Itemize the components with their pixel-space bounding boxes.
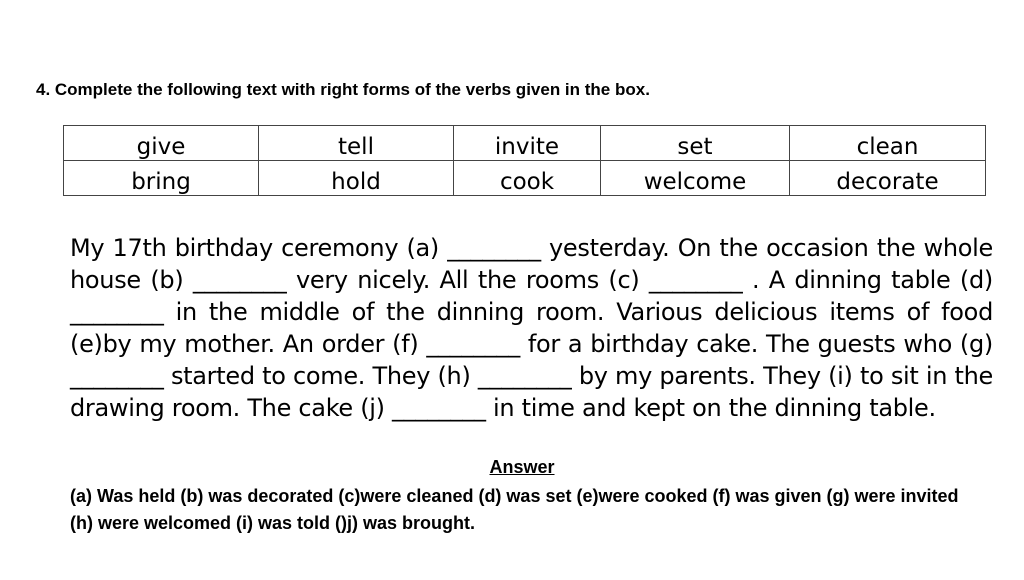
verb-cell: cook: [454, 161, 601, 196]
answer-heading: Answer: [489, 457, 555, 477]
verb-cell: bring: [64, 161, 259, 196]
verb-cell: decorate: [790, 161, 986, 196]
passage-text: My 17th birthday ceremony (a) ________ yesterday. On the occasion the whole house (b) ________ very nicely. All the rooms (c) ________ . A dinning table (d) ________ in the middle of the dinning room. Various delicious items of food (e)by my mother. An order (f) ________ for a birthday cake. The guests who (g) ________ started to come. They (h) ________ by my parents. They (i) to sit in the drawing room. The cake (j) ________ in time and kept on the dinning table.: [70, 234, 993, 422]
verb-cell: welcome: [601, 161, 790, 196]
verb-cell: tell: [259, 126, 454, 161]
verb-cell: invite: [454, 126, 601, 161]
verb-cell: clean: [790, 126, 986, 161]
verb-row: [64, 161, 986, 196]
answer-text: (a) Was held (b) was decorated (c)were cleaned (d) was set (e)were cooked (f) was given (g) were invited (h) were welcomed (i) was told ()j) was brought.: [70, 486, 959, 533]
verb-cell: set: [601, 126, 790, 161]
verb-cell: give: [64, 126, 259, 161]
verb-box-table: [63, 125, 986, 196]
verb-cell: hold: [259, 161, 454, 196]
question-title: 4. Complete the following text with right forms of the verbs given in the box.: [36, 80, 650, 99]
verb-row: [64, 126, 986, 161]
